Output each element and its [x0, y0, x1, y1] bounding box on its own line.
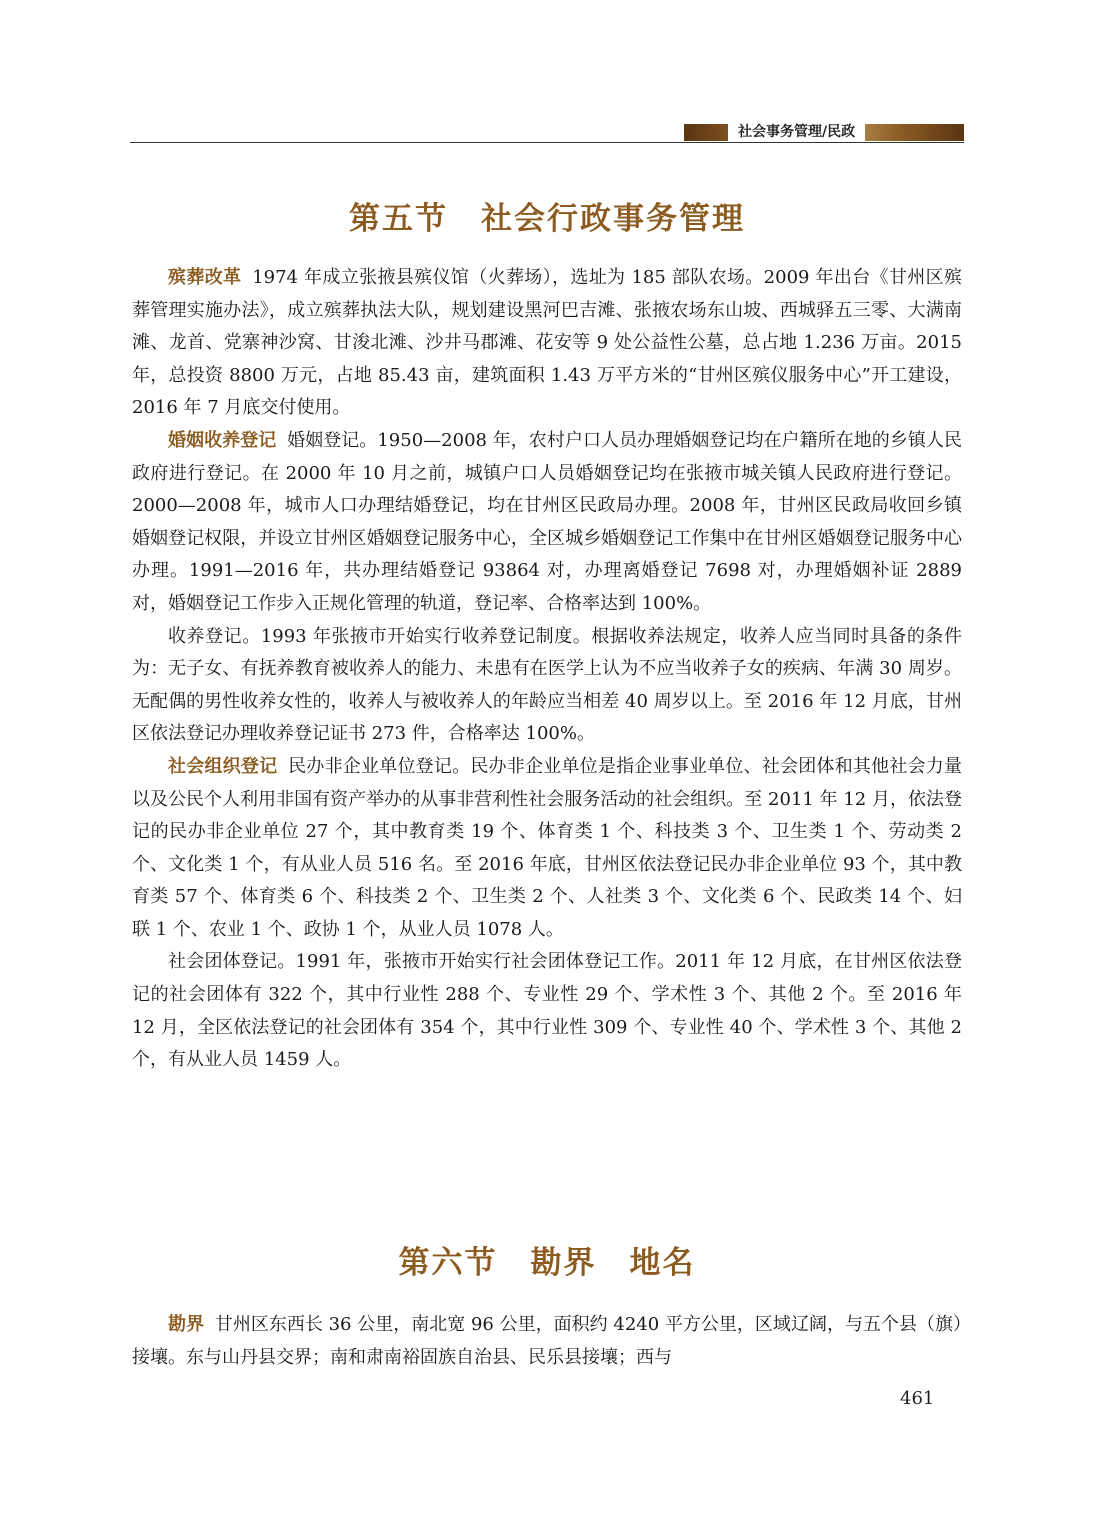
paragraph-social-groups	[132, 946, 962, 1076]
page-number: 461	[900, 1388, 935, 1409]
paragraph-funeral-reform	[132, 262, 962, 425]
running-header: 社会事务管理/民政	[728, 124, 865, 141]
section-5-title: 第五节 社会行政事务管理	[349, 201, 745, 237]
keyword-social-organization: 社会组织登记	[168, 755, 278, 777]
section-6-title: 第六节 勘界 地名	[398, 1245, 696, 1281]
paragraph-text: 婚姻登记。1950—2008 年，农村户口人员办理婚姻登记均在户籍所在地的乡镇人民政府进行登记。在 2000 年 10 月之前，城镇户口人员婚姻登记均在张掖市城关镇人民政府进行登记。2000—2008 年，城市人口办理结婚登记，均在甘州区民政局办理。2008 年，甘州区民政局收回乡镇婚姻登记权限，并设立甘州区婚姻登记服务中心，全区城乡婚姻登记工作集中在甘州区婚姻登记服务中心办理。1991—2016 年，共办理结婚登记 93864 对，办理离婚登记 7698 对，办理婚姻补证 2889 对，婚姻登记工作步入正规化管理的轨道，登记率、合格率达到 100%。	[132, 429, 963, 614]
paragraph-text: 甘州区东西长 36 公里，南北宽 96 公里，面积约 4240 平方公里，区域辽阔，与五个县（旗）接壤。东与山丹县交界；南和肃南裕固族自治县、民乐县接壤；西与	[132, 1314, 962, 1368]
paragraph-text: 民办非企业单位登记。民办非企业单位是指企业事业单位、社会团体和其他社会力量以及公民个人利用非国有资产举办的从事非营利性社会服务活动的社会组织。至 2011 年 12 月，依法登记的民办非企业单位 27 个，其中教育类 19 个、体育类 1 个、科技类 3 个、卫生类 1 个、劳动类 2 个、文化类 1 个，有从业人员 516 名。至 2016 年底，甘州区依法登记民办非企业单位 93 个，其中教育类 57 个、体育类 6 个、科技类 2 个、卫生类 2 个、人社类 3 个、文化类 6 个、民政类 14 个、妇联 1 个、农业 1 个、政协 1 个，从业人员 1078 人。	[132, 755, 963, 940]
paragraph-social-organization	[132, 751, 962, 947]
paragraph-boundary	[132, 1309, 962, 1374]
paragraph-adoption-registration	[132, 621, 962, 751]
section-5-body	[132, 262, 962, 1077]
paragraph-text: 社会团体登记。1991 年，张掖市开始实行社会团体登记工作。2011 年 12 月底，在甘州区依法登记的社会团体有 322 个，其中行业性 288 个、专业性 29 个、学术性 3 个、其他 2 个。至 2016 年 12 月，全区依法登记的社会团体有 354 个，其中行业性 309 个、专业性 40 个、学术性 3 个、其他 2 个，有从业人员 1459 人。	[132, 951, 962, 1071]
paragraph-text: 1974 年成立张掖县殡仪馆（火葬场），选址为 185 部队农场。2009 年出台《甘州区殡葬管理实施办法》，成立殡葬执法大队，规划建设黑河巴吉滩、张掖农场东山坡、西城驿五三零、大满南滩、龙首、党寨神沙窝、甘浚北滩、沙井马郡滩、花安等 9 处公益性公墓，总占地 1.236 万亩。2015 年，总投资 8800 万元，占地 85.43 亩，建筑面积 1.43 万平方米的“甘州区殡仪服务中心”开工建设，2016 年 7 月底交付使用。	[132, 267, 962, 419]
paragraph-marriage-adoption	[132, 425, 962, 621]
section-6-body	[132, 1309, 962, 1374]
keyword-boundary: 勘界	[168, 1314, 205, 1335]
keyword-funeral-reform: 殡葬改革	[168, 267, 242, 288]
paragraph-text: 收养登记。1993 年张掖市开始实行收养登记制度。根据收养法规定，收养人应当同时具备的条件为：无子女、有抚养教育被收养人的能力、未患有在医学上认为不应当收养子女的疾病、年满 30 周岁。无配偶的男性收养女性的，收养人与被收养人的年龄应当相差 40 周岁以上。至 2016 年 12 月底，甘州区依法登记办理收养登记证书 273 件，合格率达 100%。	[132, 625, 962, 745]
header-rule	[130, 142, 964, 143]
keyword-marriage-adoption: 婚姻收养登记	[168, 429, 277, 451]
